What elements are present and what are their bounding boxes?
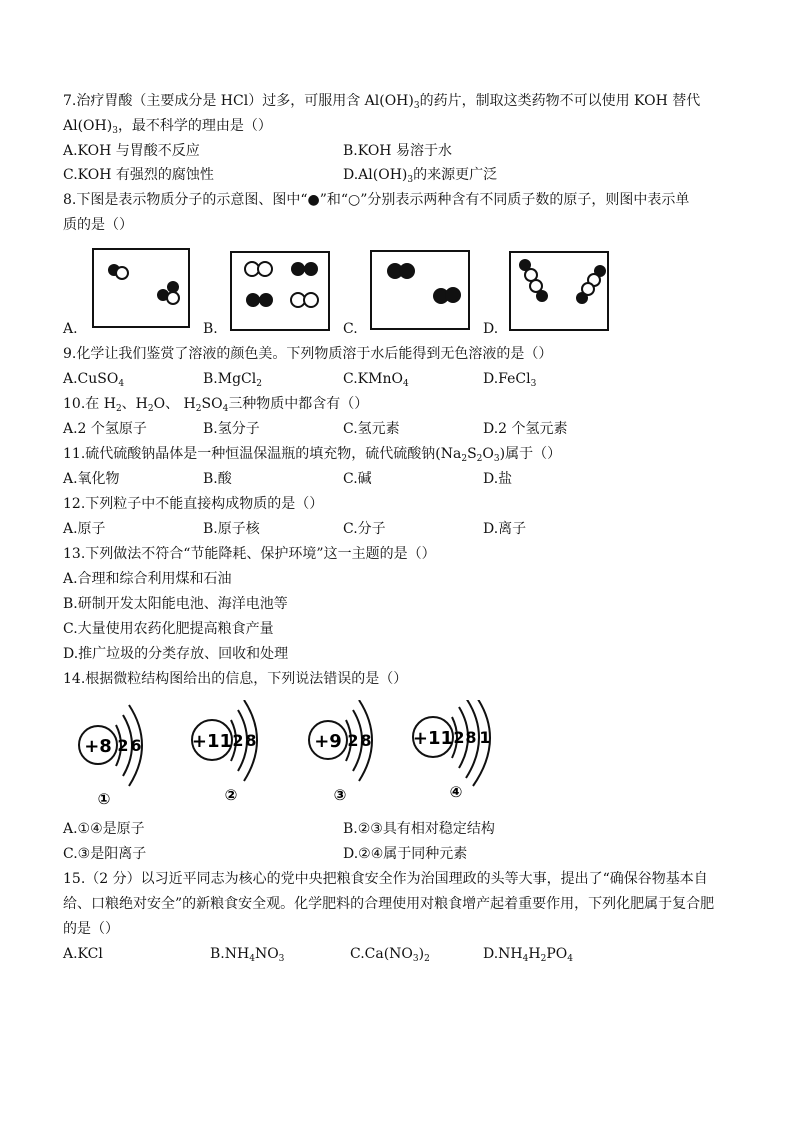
shell-electrons: 2 — [117, 736, 129, 755]
diagram-label: ③ — [333, 786, 347, 804]
black-atom — [399, 263, 415, 279]
q7-option-d: $D.Al(OH)_3$的来源更广泛 — [343, 167, 498, 185]
molecule-d-svg — [511, 253, 607, 329]
nucleus-charge: +11 — [191, 731, 233, 752]
q11-option-b: B.酸 — [203, 471, 232, 487]
q10-option-b: B.氢分子 — [203, 421, 260, 437]
molecule-diagram-c — [370, 250, 470, 330]
q9-stem: 9.化学让我们鉴赏了溶液的颜色美。下列物质溶于水后能得到无色溶液的是（） — [63, 346, 553, 362]
q12-option-a: A.原子 — [63, 521, 106, 537]
molecule-a-svg — [94, 250, 188, 326]
molecule-diagram-d — [509, 251, 609, 331]
atom-diagram-1 — [79, 705, 142, 808]
white-atom — [245, 262, 259, 276]
q12-option-b: B.原子核 — [203, 521, 260, 537]
q11-stem: 11.硫代硫酸钠晶体是一种恒温保温瓶的填充物，硫代硫酸钠$(Na_2S_2O_3)$属于（） — [63, 446, 562, 464]
white-atom — [291, 293, 305, 307]
black-atom — [445, 287, 461, 303]
q8-stem-line2: 质的是（） — [63, 217, 133, 233]
diagram-label: ④ — [449, 783, 463, 801]
diagram-label: ① — [97, 790, 111, 808]
q9-option-d: D.FeCl$_3$ — [483, 371, 537, 389]
black-atom — [291, 262, 305, 276]
q7-option-c: C.KOH 有强烈的腐蚀性 — [63, 167, 214, 183]
q11-option-a: A.氧化物 — [63, 471, 120, 487]
q7-stem-line2: $Al(OH)_3$，最不科学的理由是（） — [63, 118, 272, 136]
black-atom — [304, 262, 318, 276]
white-atom — [258, 262, 272, 276]
q9-option-b: B.MgCl$_2$ — [203, 371, 262, 389]
q10-stem: 10.在 $H_2$、$H_2O$、 $H_2SO_4$三种物质中都含有（） — [63, 396, 369, 414]
nucleus-charge: +9 — [314, 731, 342, 752]
q13-stem: 13.下列做法不符合“节能降耗、保护环境”这一主题的是（） — [63, 546, 436, 562]
atom-diagram-2 — [192, 700, 257, 804]
atom-diagram-4 — [413, 700, 491, 801]
diagram-label: ② — [224, 786, 238, 804]
q15-stem-line3: 的是（） — [63, 921, 119, 937]
q7-option-a: A.KOH 与胃酸不反应 — [63, 143, 200, 159]
shell-electrons: 2 — [347, 731, 359, 750]
shell-electrons: 8 — [245, 731, 257, 750]
molecule-diagram-a — [92, 248, 190, 328]
q11-option-d: D.盐 — [483, 471, 513, 487]
shell-electrons: 2 — [232, 731, 244, 750]
molecule-diagram-b — [230, 251, 330, 331]
q14-option-c: C.③是阳离子 — [63, 846, 147, 862]
q8-label-b: B. — [203, 321, 218, 337]
q14-option-a: A.①④是原子 — [63, 821, 145, 837]
q15-option-b: $B.NH_4NO_3$ — [210, 946, 285, 964]
q15-option-c: $C.Ca(NO_3)_2$ — [350, 946, 430, 964]
q12-option-c: C.分子 — [343, 521, 386, 537]
molecule-b-svg — [232, 253, 328, 329]
shell-electrons: 8 — [465, 728, 477, 747]
q11-option-c: C.碱 — [343, 471, 372, 487]
white-atom — [304, 293, 318, 307]
q8-label-d: D. — [483, 321, 499, 337]
q14-option-d: D.②④属于同种元素 — [343, 846, 468, 862]
q14-stem: 14.根据微粒结构图给出的信息，下列说法错误的是（） — [63, 671, 408, 687]
white-atom — [530, 280, 542, 292]
q13-option-a: A.合理和综合利用煤和石油 — [63, 571, 232, 587]
q9-option-a: A.CuSO$_4$ — [63, 371, 125, 389]
q8-label-c: C. — [343, 321, 358, 337]
q13-option-c: C.大量使用农药化肥提高粮食产量 — [63, 621, 274, 637]
q7-stem-line1: 7.治疗胃酸（主要成分是 HCl）过多，可服用含 $Al(OH)_3$的药片，制取这类药物不可以使用 KOH 替代 — [63, 93, 701, 111]
nucleus-charge: +11 — [412, 728, 454, 749]
q15-option-d: $D.NH_4H_2PO_4$ — [483, 946, 573, 964]
q9-option-c: C.KMnO$_4$ — [343, 371, 409, 389]
q8-stem-line1: 8.下图是表示物质分子的示意图、图中“●”和“○”分别表示两种含有不同质子数的原子，则图中表示单 — [63, 192, 690, 208]
atom-diagram-3 — [309, 700, 372, 804]
black-atom — [536, 290, 548, 302]
q15-stem-line2: 给、口粮绝对安全”的新粮食安全观。化学肥料的合理使用对粮食增产起着重要作用，下列化肥属于复合肥 — [63, 896, 715, 912]
black-atom — [576, 292, 588, 304]
black-atom — [246, 293, 260, 307]
q7-option-b: B.KOH 易溶于水 — [343, 143, 452, 159]
q10-option-d: D.2 个氢元素 — [483, 421, 568, 437]
atomic-structure-diagrams — [63, 700, 523, 810]
q12-stem: 12.下列粒子中不能直接构成物质的是（） — [63, 496, 324, 512]
nucleus-charge: +8 — [84, 736, 112, 757]
q15-option-a: A.KCl — [63, 946, 103, 962]
shell-electrons: 6 — [130, 736, 142, 755]
q14-option-b: B.②③具有相对稳定结构 — [343, 821, 495, 837]
black-atom — [259, 293, 273, 307]
white-atom — [167, 292, 179, 304]
molecule-c-svg — [372, 252, 468, 328]
q10-option-c: C.氢元素 — [343, 421, 400, 437]
q13-option-d: D.推广垃圾的分类存放、回收和处理 — [63, 646, 289, 662]
q8-label-a: A. — [63, 321, 78, 337]
atomic-structures-svg — [63, 700, 523, 810]
q10-option-a: A.2 个氢原子 — [63, 421, 147, 437]
shell-electrons: 8 — [360, 731, 372, 750]
q13-option-b: B.研制开发太阳能电池、海洋电池等 — [63, 596, 288, 612]
q12-option-d: D.离子 — [483, 521, 527, 537]
shell-electrons: 2 — [453, 728, 465, 747]
white-atom — [116, 267, 128, 279]
shell-electrons: 1 — [479, 728, 491, 747]
q15-stem-line1: 15.（2 分）以习近平同志为核心的党中央把粮食安全作为治国理政的头等大事，提出了“确保谷物基本自 — [63, 871, 708, 887]
